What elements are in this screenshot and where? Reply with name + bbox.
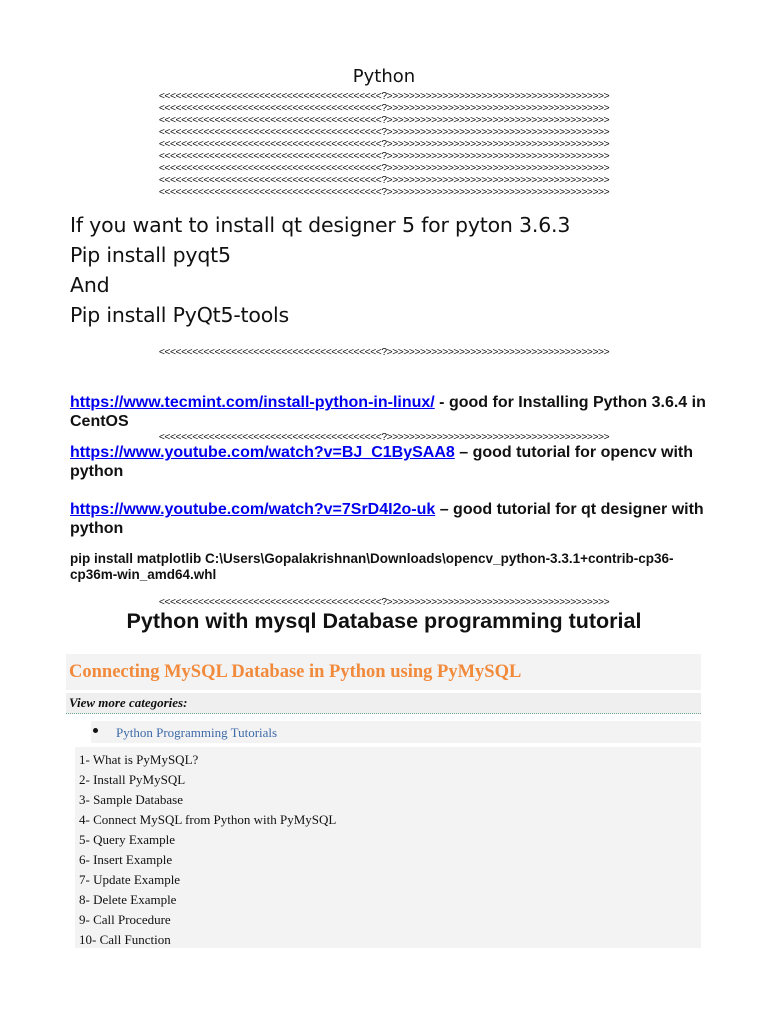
- toc-item[interactable]: 10- Call Function: [79, 932, 171, 947]
- toc-item[interactable]: 6- Insert Example: [79, 852, 173, 867]
- tecmint-description: - good for Installing Python 3.6.4 in CentOS: [70, 394, 706, 430]
- pip-install-pyqt5: Pip install pyqt5: [70, 243, 231, 267]
- table-of-contents: [79, 750, 336, 950]
- qt-designer-youtube-link[interactable]: https://www.youtube.com/watch?v=7SrD4I2o-uk: [70, 501, 436, 518]
- article-title-box: [66, 654, 701, 690]
- separator-line: <<<<<<<<<<<<<<<<<<<<<<<<<<<<<<<<<<<<<<<<?>>>>>>>>>>>>>>>>>>>>>>>>>>>>>>>>>>>>>>>>: [158, 432, 610, 443]
- mysql-heading: Python with mysql Database programming tutorial: [126, 609, 642, 633]
- toc-item[interactable]: 1- What is PyMySQL?: [79, 752, 199, 767]
- bullet-icon: [93, 728, 98, 733]
- opencv-youtube-link[interactable]: https://www.youtube.com/watch?v=BJ_C1BySAA8: [70, 444, 455, 461]
- separator-line: <<<<<<<<<<<<<<<<<<<<<<<<<<<<<<<<<<<<<<<<?>>>>>>>>>>>>>>>>>>>>>>>>>>>>>>>>>>>>>>>>: [158, 139, 610, 150]
- separator-line: <<<<<<<<<<<<<<<<<<<<<<<<<<<<<<<<<<<<<<<<?>>>>>>>>>>>>>>>>>>>>>>>>>>>>>>>>>>>>>>>>: [158, 91, 610, 102]
- separator-line: <<<<<<<<<<<<<<<<<<<<<<<<<<<<<<<<<<<<<<<<?>>>>>>>>>>>>>>>>>>>>>>>>>>>>>>>>>>>>>>>>: [158, 187, 610, 198]
- opencv-paragraph: [70, 443, 720, 481]
- tecmint-paragraph: [70, 393, 720, 431]
- separator-line: <<<<<<<<<<<<<<<<<<<<<<<<<<<<<<<<<<<<<<<<?>>>>>>>>>>>>>>>>>>>>>>>>>>>>>>>>>>>>>>>>: [158, 103, 610, 114]
- toc-item[interactable]: 2- Install PyMySQL: [79, 772, 186, 787]
- pip-install-pyqt5-tools: Pip install PyQt5-tools: [70, 303, 290, 327]
- separator-line: <<<<<<<<<<<<<<<<<<<<<<<<<<<<<<<<<<<<<<<<?>>>>>>>>>>>>>>>>>>>>>>>>>>>>>>>>>>>>>>>>: [158, 175, 610, 186]
- separator-line: <<<<<<<<<<<<<<<<<<<<<<<<<<<<<<<<<<<<<<<<?>>>>>>>>>>>>>>>>>>>>>>>>>>>>>>>>>>>>>>>>: [158, 151, 610, 162]
- toc-item[interactable]: 4- Connect MySQL from Python with PyMySQL: [79, 812, 337, 827]
- separator-line: <<<<<<<<<<<<<<<<<<<<<<<<<<<<<<<<<<<<<<<<?>>>>>>>>>>>>>>>>>>>>>>>>>>>>>>>>>>>>>>>>: [158, 163, 610, 174]
- toc-item[interactable]: 9- Call Procedure: [79, 912, 171, 927]
- view-more-label: View more categories:: [69, 695, 188, 710]
- toc-item[interactable]: 7- Update Example: [79, 872, 181, 887]
- separator-line: <<<<<<<<<<<<<<<<<<<<<<<<<<<<<<<<<<<<<<<<?>>>>>>>>>>>>>>>>>>>>>>>>>>>>>>>>>>>>>>>>: [158, 597, 610, 608]
- qt-designer-note: If you want to install qt designer 5 for pyton 3.6.3: [70, 213, 571, 237]
- view-more-bar: [66, 693, 701, 714]
- and-text: And: [70, 273, 110, 297]
- qt-designer-paragraph: [70, 500, 720, 538]
- separator-line: <<<<<<<<<<<<<<<<<<<<<<<<<<<<<<<<<<<<<<<<?>>>>>>>>>>>>>>>>>>>>>>>>>>>>>>>>>>>>>>>>: [158, 127, 610, 138]
- separator-line: <<<<<<<<<<<<<<<<<<<<<<<<<<<<<<<<<<<<<<<<?>>>>>>>>>>>>>>>>>>>>>>>>>>>>>>>>>>>>>>>>: [158, 115, 610, 126]
- page-title: Python: [352, 66, 416, 87]
- category-link[interactable]: Python Programming Tutorials: [116, 725, 278, 740]
- pip-matplotlib-command: pip install matplotlib C:\Users\Gopalakrishnan\Downloads\opencv_python-3.3.1+contrib-cp36-cp36m-win_amd64.whl: [70, 551, 674, 582]
- toc-item[interactable]: 3- Sample Database: [79, 792, 183, 807]
- separator-line: <<<<<<<<<<<<<<<<<<<<<<<<<<<<<<<<<<<<<<<<?>>>>>>>>>>>>>>>>>>>>>>>>>>>>>>>>>>>>>>>>: [158, 347, 610, 358]
- tecmint-link[interactable]: https://www.tecmint.com/install-python-in-linux/: [70, 394, 435, 411]
- qt-designer-description: – good tutorial for qt designer with python: [70, 501, 704, 537]
- toc-item[interactable]: 8- Delete Example: [79, 892, 177, 907]
- separator-block: [137, 91, 631, 199]
- article-title: Connecting MySQL Database in Python using PyMySQL: [69, 662, 522, 682]
- opencv-description: – good tutorial for opencv with python: [70, 444, 694, 480]
- toc-item[interactable]: 5- Query Example: [79, 832, 176, 847]
